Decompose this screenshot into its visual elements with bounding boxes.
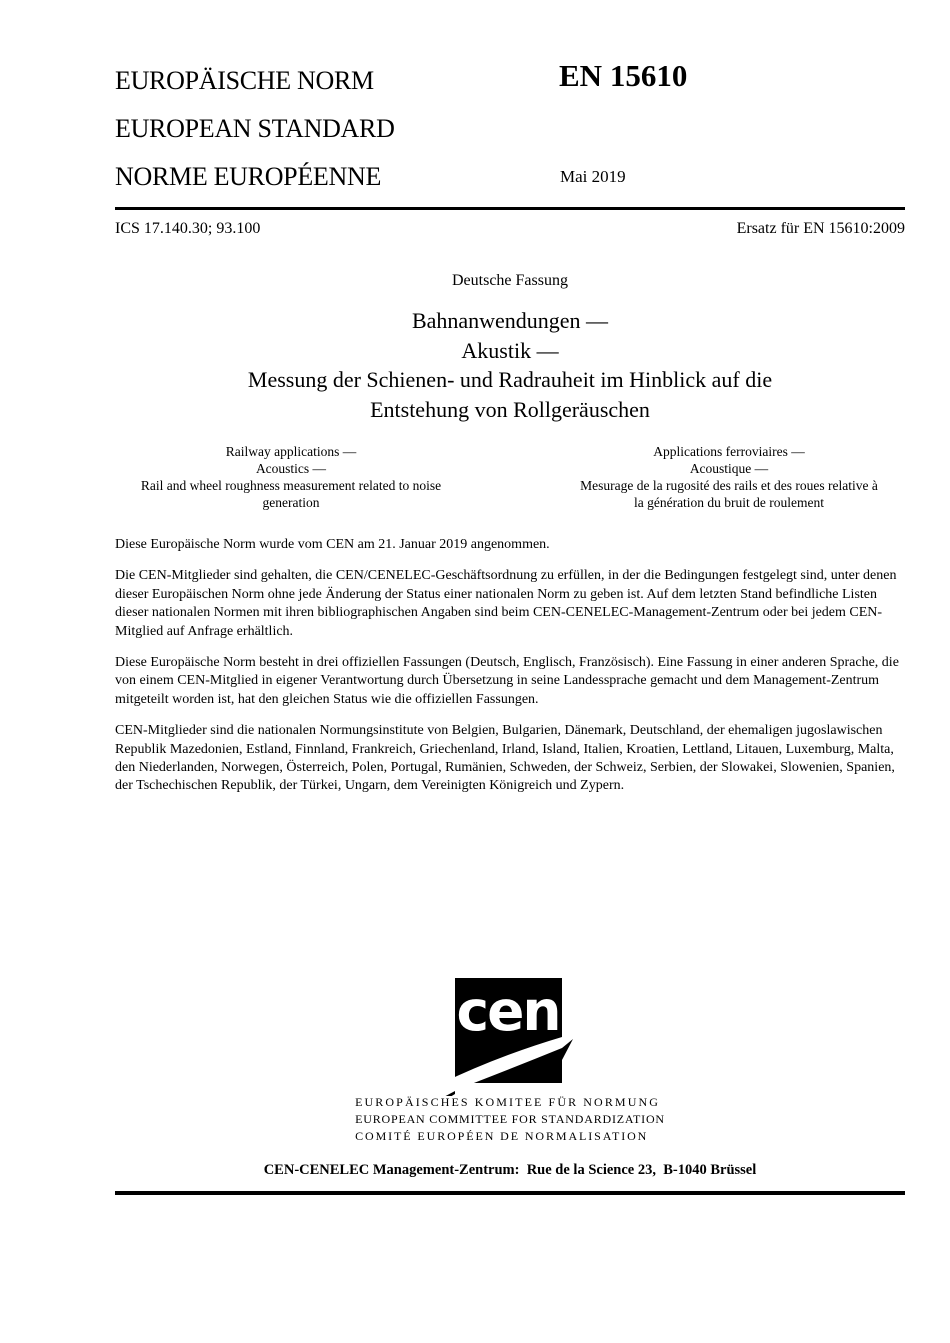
cen-logo-block — [115, 978, 905, 1145]
header-divider — [115, 207, 905, 210]
committee-name-english: EUROPEAN COMMITTEE FOR STANDARDIZATION — [355, 1112, 665, 1126]
paragraph-members: CEN-Mitglieder sind die nationalen Normungsinstitute von Belgien, Bulgarien, Dänemark, Deutschland, der ehemaligen jugoslawischen Republik Mazedonien, Estland, Finnland, Frankreich, Griechenland, Irland, Island, Italien, Kroatien, Lettland, Litauen, Luxemburg, Malta, den Niederlanden, Norwegen, Österreich, Polen, Portugal, Rumänien, Schweden, der Schweiz, Serbien, der Slowakei, Slowenien, Spanien, der Tschechischen Republik, der Türkei, Ungarn, dem Vereinigten Königreich und Zypern. — [115, 723, 895, 794]
document-title-german — [115, 306, 905, 424]
cen-logo-text: cen — [456, 979, 560, 1043]
title-en-line: Rail and wheel roughness measurement related to noise — [140, 478, 442, 493]
standard-name-german: EUROPÄISCHE NORM — [115, 66, 374, 95]
publication-date: Mai 2019 — [560, 167, 626, 186]
title-fr-line: la génération du bruit de roulement — [633, 495, 825, 510]
title-fr-line: Applications ferroviaires — — [653, 444, 805, 459]
paragraph-versions: Diese Europäische Norm besteht in drei offiziellen Fassungen (Deutsch, Englisch, Französisch). Eine Fassung in einer anderen Sprache, die von einem CEN-Mitglied in eigener Verantwortung durch Übersetzung in seine Landessprache gemacht und dem Management-Zentrum mitgeteilt worden ist, hat den gleichen Status wie die offiziellen Fassungen. — [115, 655, 899, 707]
paragraph-adoption: Diese Europäische Norm wurde vom CEN am 21. Januar 2019 angenommen. — [115, 537, 550, 552]
committee-name-german: EUROPÄISCHES KOMITEE FÜR NORMUNG — [355, 1095, 660, 1109]
footer-divider — [115, 1191, 905, 1195]
ics-code: ICS 17.140.30; 93.100 — [115, 220, 261, 237]
paragraph-regulations: Die CEN-Mitglieder sind gehalten, die CEN/CENELEC-Geschäftsordnung zu erfüllen, in der die Bedingungen festgelegt sind, unter denen dieser Europäischen Norm ohne jede Änderung der Status einer nationalen Norm zu geben ist. Auf dem letzten Stand befindliche Listen dieser nationalen Normen mit ihren bibliographischen Angaben sind beim CEN-CENELEC-Management-Zentrum oder bei jedem CEN-Mitglied auf Anfrage erhältlich. — [115, 568, 897, 639]
committee-names — [355, 1094, 665, 1145]
standard-number: EN 15610 — [559, 58, 688, 93]
body-text — [115, 536, 907, 809]
language-version-label: Deutsche Fassung — [452, 272, 568, 289]
title-en-line: Railway applications — — [225, 444, 357, 459]
title-de-line: Bahnanwendungen — — [411, 308, 609, 333]
standard-name-english: EUROPEAN STANDARD — [115, 114, 395, 143]
document-title-french — [553, 443, 905, 511]
standard-name-block — [115, 66, 395, 210]
supersedes-note: Ersatz für EN 15610:2009 — [736, 220, 905, 237]
title-de-line: Messung der Schienen- und Radrauheit im Hinblick auf die — [247, 367, 773, 392]
title-de-line: Entstehung von Rollgeräuschen — [370, 396, 650, 422]
title-fr-line: Acoustique — — [689, 461, 769, 476]
committee-name-french: COMITÉ EUROPÉEN DE NORMALISATION — [355, 1129, 649, 1143]
title-en-line: generation — [262, 495, 320, 510]
title-fr-line: Mesurage de la rugosité des rails et des roues relative à — [580, 478, 878, 493]
document-title-english — [115, 443, 467, 511]
title-de-line: Akustik — — [461, 337, 559, 363]
title-en-line: Acoustics — — [255, 461, 327, 476]
management-centre-address: CEN-CENELEC Management-Zentrum: Rue de la Science 23, B-1040 Brüssel — [263, 1162, 757, 1178]
translated-titles — [115, 443, 905, 511]
cen-logo-icon — [440, 978, 580, 1096]
classification-row — [115, 220, 905, 238]
standard-name-french: NORME EUROPÉENNE — [115, 162, 382, 191]
